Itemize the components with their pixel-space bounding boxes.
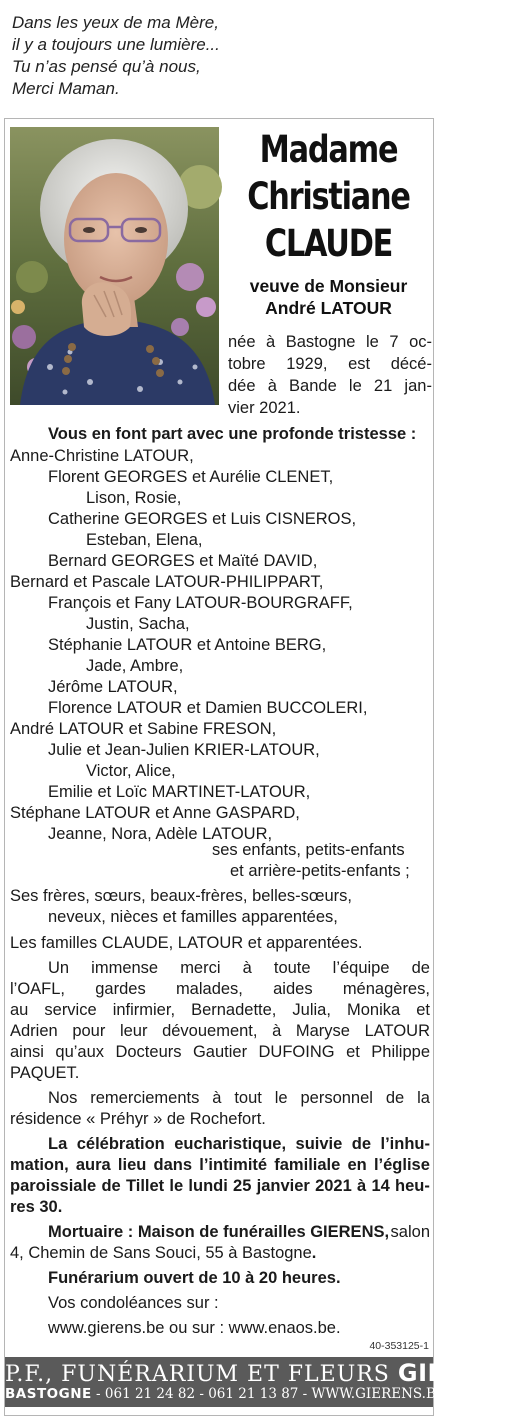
celebration-line: res 30. <box>10 1198 63 1216</box>
celebration-line <box>48 1134 430 1155</box>
word: DUFOING <box>258 1043 335 1061</box>
word: Tillet <box>125 1177 165 1195</box>
word: familiale <box>274 1156 341 1174</box>
siblings-line: neveux, nièces et familles apparentées, <box>48 908 338 926</box>
family-member-line: Florence LATOUR et Damien BUCCOLERI, <box>48 699 368 717</box>
word: qu’aux <box>55 1043 105 1061</box>
reference-number: 40-353125-1 <box>369 1340 429 1352</box>
word: l’équipe <box>332 959 390 977</box>
word: Nos <box>48 1089 78 1107</box>
birth-line: vier 2021. <box>228 399 301 417</box>
thanks-line: PAQUET. <box>10 1064 80 1082</box>
family-member-line: Lison, Rosie, <box>86 489 182 507</box>
word: tobre <box>228 355 266 373</box>
word: décé- <box>390 355 432 373</box>
word: 2021 <box>315 1177 352 1195</box>
poem-line: Merci Maman. <box>12 79 120 98</box>
word: leur <box>119 1022 148 1040</box>
thanks-line <box>10 1000 430 1021</box>
deceased-title: Madame <box>259 128 398 171</box>
banner-brand: GIERENS <box>397 1359 519 1387</box>
word: tout <box>234 1089 262 1107</box>
word: ménagères, <box>342 980 430 998</box>
banner-prefix: P.F., FUNÉRARIUM ET FLEURS <box>5 1362 390 1387</box>
word: pour <box>72 1022 106 1040</box>
word: à <box>357 1177 367 1195</box>
word: Philippe <box>371 1043 430 1061</box>
word: Maryse <box>295 1022 350 1040</box>
word: Bernadette, <box>191 1001 277 1019</box>
word: jan- <box>404 377 432 395</box>
word: de <box>351 1135 372 1153</box>
word: heu- <box>395 1177 430 1195</box>
word: 21 <box>373 377 393 395</box>
family-member-line: Bernard GEORGES et Maïté DAVID, <box>48 552 318 570</box>
banner-title <box>5 1359 519 1388</box>
word: service <box>44 1001 97 1019</box>
word: et <box>416 1001 430 1019</box>
word: l’intimité <box>199 1156 268 1174</box>
family-summary: et arrière-petits-enfants ; <box>230 862 410 880</box>
family-summary: ses enfants, petits-enfants <box>212 841 405 859</box>
word: personnel <box>300 1089 373 1107</box>
family-member-line: Julie et Jean-Julien KRIER-LATOUR, <box>48 741 320 759</box>
word: l’église <box>373 1156 430 1174</box>
word: de <box>101 1177 121 1195</box>
word: Docteurs <box>115 1043 182 1061</box>
word: oc- <box>409 333 432 351</box>
family-member-line: Esteban, Elena, <box>86 531 203 549</box>
word: la <box>417 1089 430 1107</box>
family-member-line: Anne-Christine LATOUR, <box>10 447 194 465</box>
family-member-line: François et Fany LATOUR-BOURGRAFF, <box>48 594 353 612</box>
word: à <box>242 959 252 977</box>
family-member-line: Catherine GEORGES et Luis CISNEROS, <box>48 510 357 528</box>
word: à <box>212 1089 222 1107</box>
family-member-line: Emilie et Loïc MARTINET-LATOUR, <box>48 783 311 801</box>
word: dée <box>228 377 256 395</box>
word: LATOUR <box>364 1022 430 1040</box>
word: infirmier, <box>112 1001 176 1019</box>
family-member-line: Jade, Ambre, <box>86 657 184 675</box>
funerarium-hours: Funérarium ouvert de 10 à 20 heures. <box>48 1269 341 1287</box>
word: au <box>10 1001 29 1019</box>
deceased-first-name: Christiane <box>247 175 410 218</box>
word: le <box>348 377 362 395</box>
celebration-line <box>10 1155 430 1176</box>
word: l’OAFL, <box>10 980 66 998</box>
siblings-line: Ses frères, sœurs, beaux-frères, belles-sœurs, <box>10 887 353 905</box>
word: et <box>346 1043 360 1061</box>
family-member-line: Bernard et Pascale LATOUR-PHILIPPART, <box>10 573 324 591</box>
word: à <box>272 1022 282 1040</box>
word: 25 <box>233 1177 252 1195</box>
banner-phones-website[interactable]: - 061 21 24 82 - 061 21 13 87 - WWW.GIERENS.BE <box>91 1386 446 1402</box>
word: Gautier <box>192 1043 248 1061</box>
word: célébration <box>76 1135 165 1153</box>
poem-line: Dans les yeux de ma Mère, <box>12 13 219 32</box>
word: Monika <box>346 1001 401 1019</box>
word: de <box>385 1089 405 1107</box>
word: ainsi <box>10 1043 44 1061</box>
word: de <box>411 959 430 977</box>
word: eucharistique, <box>174 1135 287 1153</box>
family-member-line: Stéphane LATOUR et Anne GASPARD, <box>10 804 300 822</box>
thanks-line <box>10 1042 430 1063</box>
word: à <box>267 377 277 395</box>
family-member-line: Victor, Alice, <box>86 762 176 780</box>
announcement-intro: Vous en font part avec une profonde tristesse : <box>48 425 417 443</box>
word: lieu <box>117 1156 147 1174</box>
word: Julia, <box>292 1001 331 1019</box>
word: paroissiale <box>10 1177 97 1195</box>
banner-contacts <box>5 1385 446 1403</box>
family-member-line: Stéphanie LATOUR et Antoine BERG, <box>48 636 327 654</box>
poem-line: Tu n’as pensé qu’à nous, <box>12 57 201 76</box>
mortuary-address <box>10 1243 316 1264</box>
thanks-line <box>10 1021 430 1042</box>
condolences-label: Vos condoléances sur : <box>48 1294 219 1312</box>
word: Bastogne <box>285 333 356 351</box>
poem-line: il y a toujours une lumière... <box>12 35 220 54</box>
thanks2-line: résidence « Préhyr » de Rochefort. <box>10 1110 266 1128</box>
family-member-line: Jeanne, Nora, Adèle LATOUR, <box>48 825 273 843</box>
thanks-line <box>48 958 430 979</box>
word: Un <box>48 959 70 977</box>
word: suivie <box>295 1135 343 1153</box>
word: 1929, <box>286 355 328 373</box>
celebration-line <box>10 1176 430 1197</box>
deceased-last-name: CLAUDE <box>264 222 393 265</box>
word: dans <box>153 1156 193 1174</box>
word: toute <box>273 959 311 977</box>
family-member-line: André LATOUR et Sabine FRESON, <box>10 720 277 738</box>
word: est <box>348 355 371 373</box>
widow-line: veuve de Monsieur <box>249 276 408 296</box>
word: remerciements <box>90 1089 200 1107</box>
word: lundi <box>188 1177 228 1195</box>
family-member-line: Florent GEORGES et Aurélie CLENET, <box>48 468 334 486</box>
mortuary-room: salon <box>390 1223 430 1241</box>
word: merci <box>180 959 221 977</box>
family-member-line: Justin, Sacha, <box>86 615 190 633</box>
word: en <box>347 1156 367 1174</box>
family-member-line: Jérôme LATOUR, <box>48 678 178 696</box>
word: Bande <box>289 377 337 395</box>
word: née <box>228 333 256 351</box>
word: La <box>48 1135 68 1153</box>
word: Adrien <box>10 1022 58 1040</box>
word: le <box>169 1177 184 1195</box>
thanks-line <box>10 979 430 1000</box>
word: l’inhu- <box>380 1135 430 1153</box>
mortuary-label: Mortuaire : Maison de funérailles GIERENS, <box>48 1223 390 1241</box>
word: à <box>266 333 276 351</box>
condolences-links[interactable]: www.gierens.be ou sur : www.enaos.be. <box>48 1319 341 1337</box>
word: janvier <box>256 1177 310 1195</box>
thanks2-line <box>48 1088 430 1109</box>
word: le <box>366 333 379 351</box>
word: 14 <box>371 1177 390 1195</box>
families-line: Les familles CLAUDE, LATOUR et apparentées. <box>10 934 363 952</box>
word: immense <box>91 959 159 977</box>
word: aura <box>75 1156 111 1174</box>
funeral-home-banner <box>5 1357 519 1407</box>
word: 7 <box>389 333 399 351</box>
word: gardes <box>95 980 146 998</box>
word: malades, <box>175 980 243 998</box>
word: dévouement, <box>162 1022 258 1040</box>
word: mation, <box>10 1156 69 1174</box>
banner-city: BASTOGNE <box>5 1386 92 1402</box>
mortuary-address-text: 4, Chemin de Sans Souci, 55 à Bastogne <box>10 1244 312 1262</box>
word: le <box>274 1089 288 1107</box>
mortuary-address-end: . <box>311 1244 317 1262</box>
announcement-body <box>10 0 430 1340</box>
spouse-name: André LATOUR <box>265 298 392 318</box>
word: aides <box>273 980 313 998</box>
